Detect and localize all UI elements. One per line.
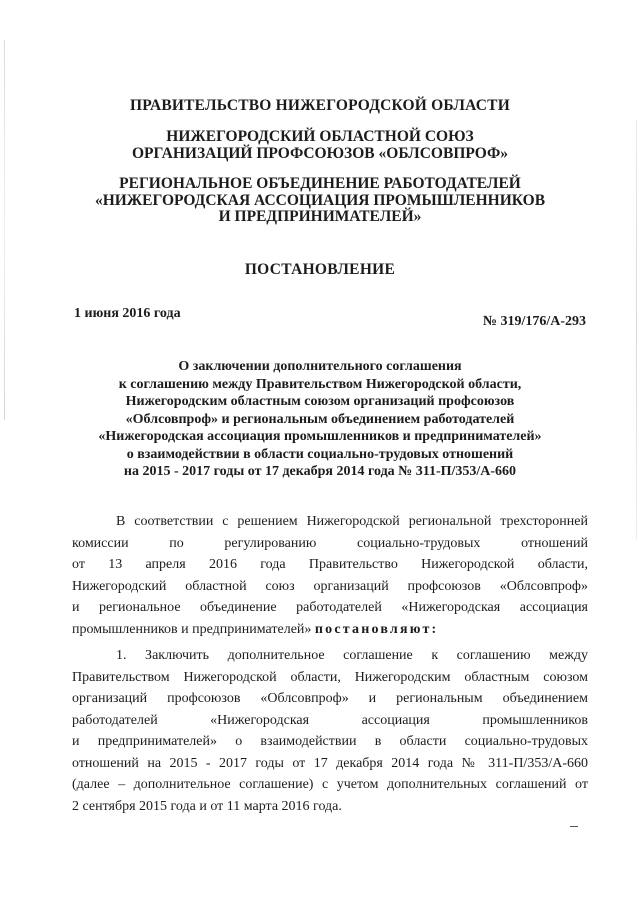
body-line: 1. Заключить дополнительное соглашение к соглашению между	[116, 648, 588, 663]
subject-line: «Нижегородская ассоциация промышленников и предпринимателей»	[98, 429, 542, 444]
subject-line: «Облсовпроф» и региональным объединением работодателей	[125, 411, 515, 427]
document-number: № 319/176/А-293	[482, 314, 586, 329]
subject-line: на 2015 - 2017 годы от 17 декабря 2014 года № 311-П/353/А-660	[123, 464, 517, 479]
body-line: комиссии по регулированию социально-трудовых отношений	[72, 535, 588, 551]
body-paragraph-1	[72, 511, 588, 640]
org-employers	[0, 176, 640, 226]
body-line: Правительством Нижегородской области, Нижегородским областным союзом	[72, 669, 588, 685]
body-line: 2 сентября 2015 года и от 11 марта 2016 года.	[72, 798, 342, 814]
scan-mark	[570, 826, 578, 827]
subject-line: Нижегородским областным союзом организаций профсоюзов	[125, 394, 515, 409]
date-number-row	[74, 306, 586, 329]
subject-line: о взаимодействии в области социально-трудовых отношений	[126, 446, 514, 462]
document-subject	[0, 358, 640, 481]
body-line: В соответствии с решением Нижегородской региональной трехсторонней	[116, 514, 588, 529]
org-employers-line-3: И ПРЕДПРИНИМАТЕЛЕЙ»	[218, 208, 422, 225]
org-government-text: ПРАВИТЕЛЬСТВО НИЖЕГОРОДСКОЙ ОБЛАСТИ	[130, 97, 510, 114]
org-union	[0, 128, 640, 162]
body-line: организаций профсоюзов «Облсовпроф» и региональным объединением	[72, 691, 588, 706]
document-date: 1 июня 2016 года	[74, 306, 181, 321]
body-line-text: промышленников и предпринимателей»	[72, 621, 312, 637]
body-line	[72, 619, 588, 641]
body-line: и предпринимателей» о взаимодействии в области социально-трудовых	[72, 734, 588, 749]
subject-line: О заключении дополнительного соглашения	[178, 359, 462, 374]
org-union-line-2: ОРГАНИЗАЦИЙ ПРОФСОЮЗОВ «ОБЛСОВПРОФ»	[131, 145, 509, 162]
org-employers-line-1: РЕГИОНАЛЬНОЕ ОБЪЕДИНЕНИЕ РАБОТОДАТЕЛЕЙ	[119, 175, 521, 192]
body-line: работодателей «Нижегородская ассоциация промышленников	[72, 712, 588, 728]
org-government	[0, 97, 640, 115]
document-type-title	[0, 261, 640, 279]
org-employers-line-2: «НИЖЕГОРОДСКАЯ АССОЦИАЦИЯ ПРОМЫШЛЕННИКОВ	[94, 191, 546, 209]
subject-line: к соглашению между Правительством Нижегородской области,	[118, 376, 522, 392]
body-line: от 13 апреля 2016 года Правительство Нижегородской области,	[72, 557, 588, 572]
body-line: отношений на 2015 - 2017 годы от 17 декабря 2014 года № 311-П/353/А-660	[72, 755, 588, 771]
body-line: Нижегородский областной союз организаций профсоюзов «Облсовпроф»	[72, 578, 588, 594]
document-type-text: ПОСТАНОВЛЕНИЕ	[244, 261, 396, 278]
resolve-keyword: постановляют:	[314, 621, 439, 637]
org-union-line-1: НИЖЕГОРОДСКИЙ ОБЛАСТНОЙ СОЮЗ	[166, 128, 474, 145]
body-line: (далее – дополнительное соглашение) с учетом дополнительных соглашений от	[72, 777, 588, 792]
body-paragraph-2	[72, 645, 588, 817]
body-line: и региональное объединение работодателей «Нижегородская ассоциация	[72, 600, 588, 615]
